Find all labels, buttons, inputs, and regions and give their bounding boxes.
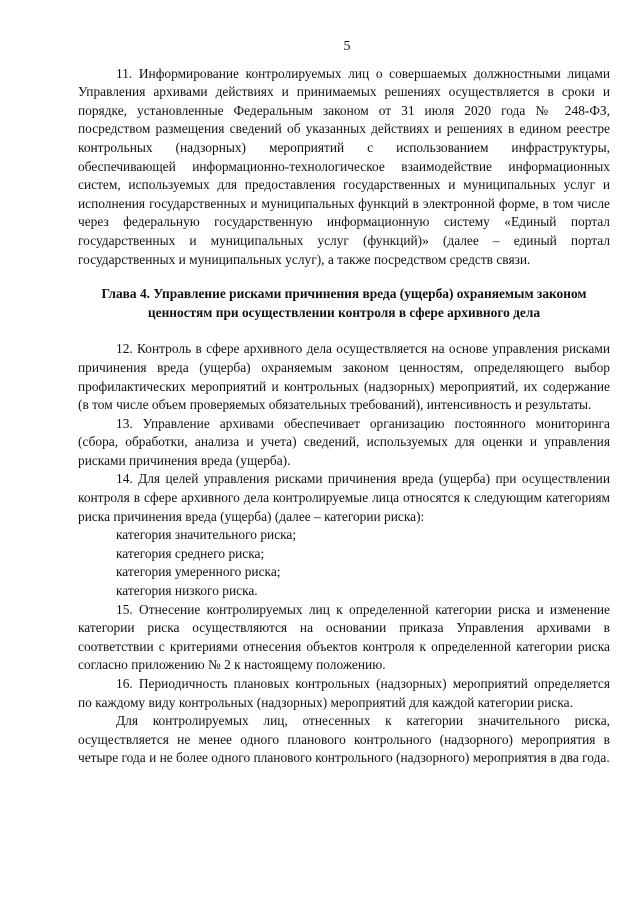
paragraph-15: 15. Отнесение контролируемых лиц к определенной категории риска и изменение категории риска осуществляются на основании приказа Управления архивами в соответствии с критериями отнесения объектов контроля к определенной категории риска согласно приложению № 2 к настоящему положению. — [78, 601, 610, 673]
document-page — [78, 38, 610, 768]
paragraph-16-continuation: Для контролируемых лиц, отнесенных к категории значительного риска, осуществляется не менее одного планового контрольного (надзорного) мероприятия в четыре года и не более одного планового контрольного (надзорного) мероприятия в два года. — [78, 713, 610, 766]
paragraph-12: 12. Контроль в сфере архивного дела осуществляется на основе управления рисками причинения вреда (ущерба) охраняемым законом ценностям, определяющего выбор профилактических мероприятий и контрольных (надзорных) мероприятий, их содержание (в том числе объем проверяемых обязательных требований), интенсивность и результаты. — [78, 341, 610, 413]
paragraph-13: 13. Управление архивами обеспечивает организацию постоянного мониторинга (сбора, обработки, анализа и учета) сведений, используемых для оценки и управления рисками причинения вреда (ущерба). — [78, 415, 610, 468]
risk-category-item: категория умеренного риска; — [116, 564, 281, 580]
paragraph-11: 11. Информирование контролируемых лиц о совершаемых должностными лицами Управления архивами действиях и принимаемых решениях осуществляется в сроки и порядке, установленные Федеральным законом от 31 июля 2020 года № 248-ФЗ, посредством размещения сведений об указанных действиях и решениях в едином реестре контрольных (надзорных) мероприятий с использованием инфраструктуры, обеспечивающей информационно-технологическое взаимодействие информационных систем, используемых для предоставления государственных и муниципальных услуг и исполнения государственных и муниципальных функций в электронной форме, в том числе через федеральную государственную информационную систему «Единый портал государственных и муниципальных услуг (функций)» (далее – единый портал государственных и муниципальных услуг), а также посредством средств связи. — [78, 65, 610, 267]
chapter-4-heading: Глава 4. Управление рисками причинения вреда (ущерба) охраняемым законом ценностям при осуществлении контроля в сфере архивного дела — [101, 286, 587, 320]
page-number: 5 — [343, 39, 351, 54]
risk-category-item: категория значительного риска; — [116, 527, 297, 543]
risk-category-item: категория низкого риска. — [116, 583, 258, 599]
paragraph-16: 16. Периодичность плановых контрольных (надзорных) мероприятий определяется по каждому виду контрольных (надзорных) мероприятий для каждой категории риска. — [78, 676, 610, 710]
paragraph-14: 14. Для целей управления рисками причинения вреда (ущерба) при осуществлении контроля в сфере архивного дела контролируемые лица относятся к следующим категориям риска причинения вреда (ущерба) (далее – категории риска): — [78, 471, 610, 524]
risk-category-item: категория среднего риска; — [116, 545, 265, 561]
